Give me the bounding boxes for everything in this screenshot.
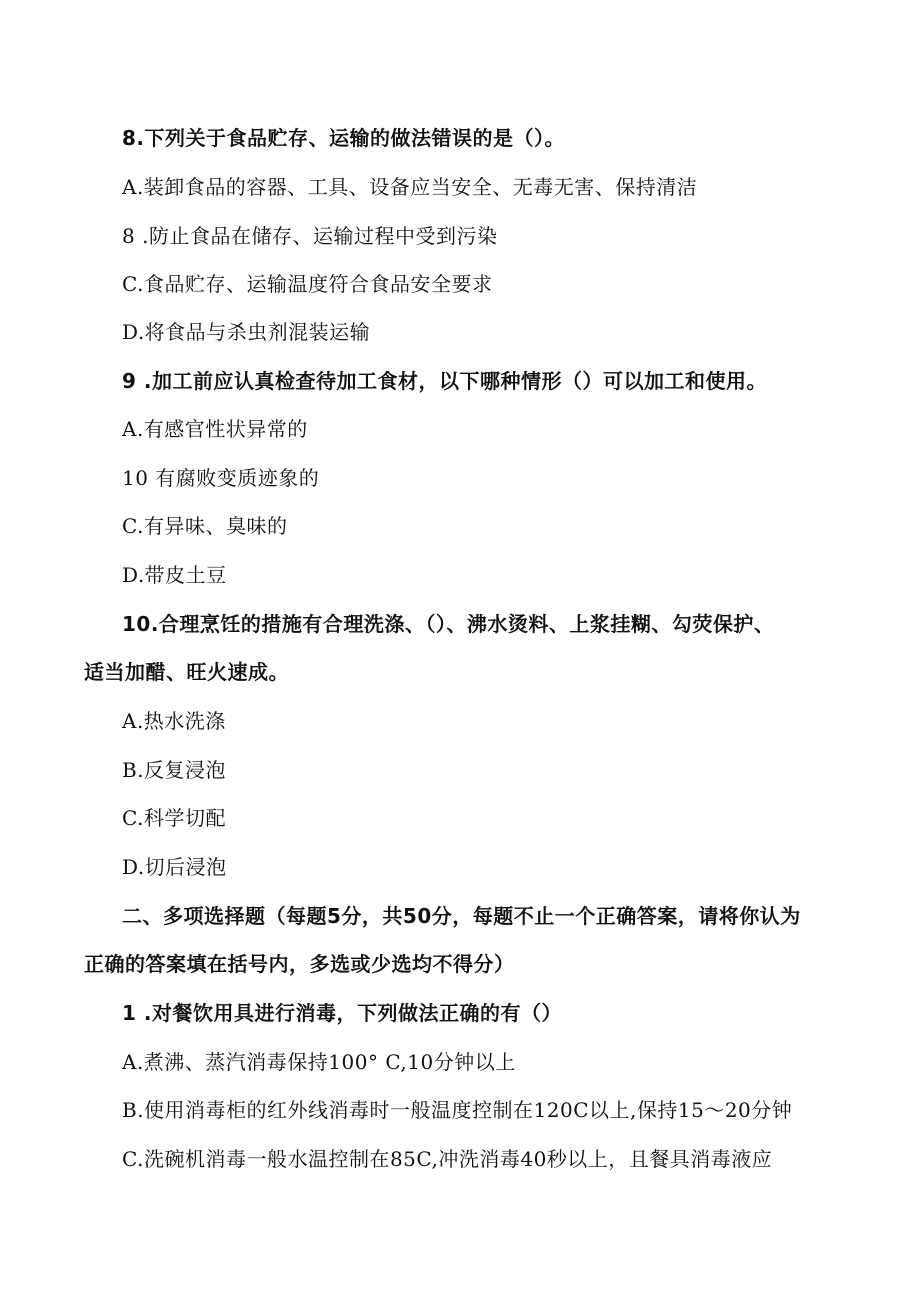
section-2-heading-continued: 正确的答案填在括号内，多选或少选均不得分）: [84, 952, 515, 976]
question-9-option-b: 10 有腐败变质迹象的: [122, 466, 320, 490]
question-8-option-d: D.将食品与杀虫剂混装运输: [122, 320, 371, 344]
multi-question-1-text: 1 .对餐饮用具进行消毒，下列做法正确的有（）: [122, 1001, 562, 1025]
question-9-option-a: A.有感官性状异常的: [122, 417, 308, 441]
question-9-option-c: C.有异味、臭味的: [122, 514, 288, 538]
question-8-option-c: C.食品贮存、运输温度符合食品安全要求: [122, 272, 493, 296]
question-10-option-d: D.切后浸泡: [122, 855, 227, 879]
question-10-text-continued: 适当加醋、旺火速成。: [84, 660, 289, 684]
question-9-text: 9 .加工前应认真检查待加工食材，以下哪种情形（）可以加工和使用。: [122, 369, 767, 393]
question-10-option-c: C.科学切配: [122, 806, 226, 830]
multi-question-1-option-c: C.洗碗机消毒一般水温控制在85C,冲洗消毒40秒以上，且餐具消毒液应: [122, 1147, 773, 1171]
question-8-option-b: 8 .防止食品在储存、运输过程中受到污染: [122, 224, 498, 248]
multi-question-1-option-b: B.使用消毒柜的红外线消毒时一般温度控制在120C以上,保持15～20分钟: [122, 1098, 793, 1122]
question-10-option-b: B.反复浸泡: [122, 758, 227, 782]
question-8-option-a: A.装卸食品的容器、工具、设备应当安全、无毒无害、保持清洁: [122, 175, 698, 199]
question-10-option-a: A.热水洗涤: [122, 709, 226, 733]
section-2-heading: 二、多项选择题（每题5分，共50分，每题不止一个正确答案，请将你认为: [122, 904, 801, 928]
question-10-text: 10.合理烹饪的措施有合理洗涤、（）、沸水烫料、上浆挂糊、勾荧保护、: [122, 612, 775, 636]
question-9-option-d: D.带皮土豆: [122, 563, 227, 587]
question-8-text: 8.下列关于食品贮存、运输的做法错误的是（）。: [122, 126, 566, 150]
multi-question-1-option-a: A.煮沸、蒸汽消毒保持100° C,10分钟以上: [122, 1050, 516, 1074]
